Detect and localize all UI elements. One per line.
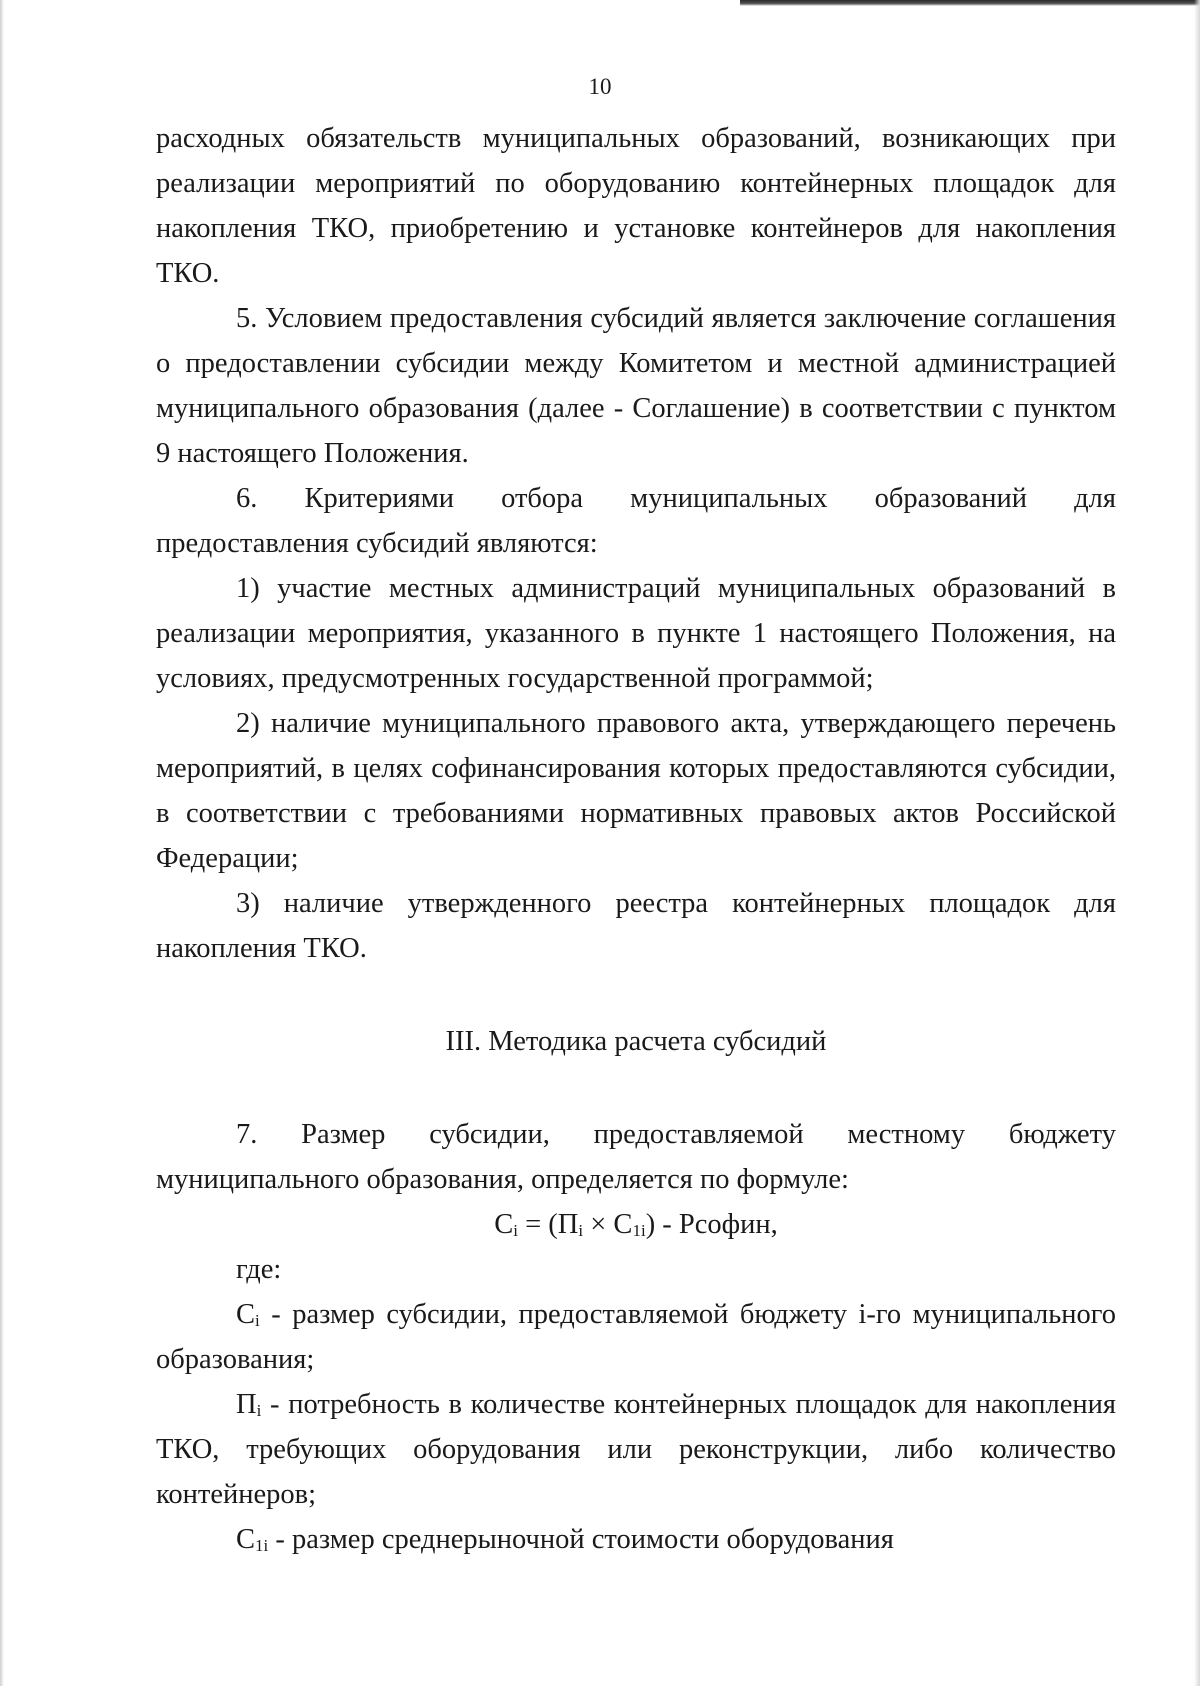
symbol-dash: - (268, 1524, 292, 1555)
definition-text: размер среднерыночной стоимости оборудования (292, 1524, 894, 1555)
formula (156, 1202, 1116, 1247)
scan-left-edge (0, 0, 4, 1686)
document-body (156, 116, 1116, 1562)
definition-c1-i (156, 1517, 1116, 1562)
formula-times-c: × С (583, 1209, 633, 1240)
symbol-p: П (236, 1389, 257, 1420)
symbol-p-sub: i (256, 1401, 262, 1420)
formula-tail: ) - Рсофин, (645, 1209, 778, 1240)
criteria-item-3: 3) наличие утвержденного реестра контейнерных площадок для накопления ТКО. (156, 888, 1116, 964)
formula-c-sub: i (513, 1221, 518, 1240)
paragraph-item-6: 6. Критериями отбора муниципальных образований для предоставления субсидий являются: (156, 483, 1116, 559)
paragraph-item-7: 7. Размер субсидии, предоставляемой местному бюджету муниципального образования, определяется по формуле: (156, 1119, 1116, 1195)
definition-c-i (156, 1292, 1116, 1382)
criteria-item-2: 2) наличие муниципального правового акта, утверждающего перечень мероприятий, в целях софинансирования которых предоставляются субсидии, в соответствии с требованиями нормативных правовых актов Российской Федерации; (156, 708, 1116, 874)
formula-eq-open: = (П (517, 1209, 579, 1240)
formula-p-sub: i (578, 1221, 584, 1240)
symbol-c1: С (236, 1524, 256, 1555)
paragraph-continuation: расходных обязательств муниципальных образований, возникающих при реализации мероприятий по оборудованию контейнерных площадок для накопления ТКО, приобретению и установке контейнеров для накопления ТКО. (156, 123, 1116, 289)
section-heading: III. Методика расчета субсидий (445, 1026, 827, 1057)
paragraph-item-5: 5. Условием предоставления субсидий является заключение соглашения о предоставлении субсидии между Комитетом и местной администрацией муниципального образования (далее - Соглашение) в соответствии с пунктом 9 настоящего Положения. (156, 303, 1116, 469)
symbol-dash: - (259, 1299, 293, 1330)
where-label: где: (236, 1254, 282, 1285)
symbol-c-sub: i (255, 1311, 260, 1330)
symbol-dash: - (261, 1389, 289, 1420)
scan-top-edge (740, 0, 1200, 6)
page-number: 10 (588, 74, 612, 99)
definition-text: потребность в количестве контейнерных площадок для накопления ТКО, требующих оборудования или реконструкции, либо количество контейнеров; (156, 1389, 1116, 1510)
symbol-c: С (236, 1299, 256, 1330)
definition-p-i (156, 1382, 1116, 1517)
formula-c: С (494, 1209, 514, 1240)
scan-right-edge (1194, 0, 1200, 1686)
symbol-c1-sub: 1i (255, 1536, 269, 1555)
definition-text: размер субсидии, предоставляемой бюджету i-го муниципального образования; (156, 1299, 1117, 1375)
formula-c1-sub: 1i (632, 1221, 646, 1240)
criteria-item-1: 1) участие местных администраций муниципальных образований в реализации мероприятия, указанного в пункте 1 настоящего Положения, на условиях, предусмотренных государственной программой; (156, 573, 1116, 694)
